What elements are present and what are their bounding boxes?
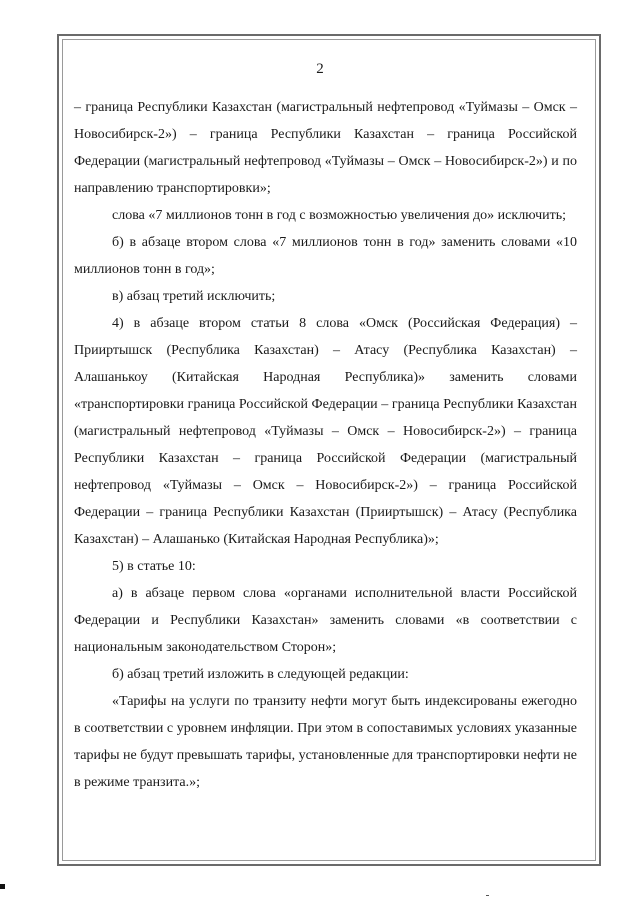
paragraph-9: «Тарифы на услуги по транзиту нефти могут быть индексированы ежегодно в соответствии с уровнем инфляции. При этом в сопоставимых условиях указанные тарифы не будут превышать тарифы, установленные для транспортировки нефти не в режиме транзита.»; [74, 694, 577, 790]
paragraph-5: 4) в абзаце втором статьи 8 слова «Омск (Российская Федерация) – Прииртышск (Республика Казахстан) – Атасу (Республика Казахстан) – Алашанькоу (Китайская Народная Республика)» заменить словами «транспортировки граница Российской Федерации – граница Республики Казахстан (магистральный нефтепровод «Туймазы – Омск – Новосибирск-2») – граница Республики Казахстан – граница Российской Федерации (магистральный нефтепровод «Туймазы – Омск – Новосибирск-2») – граница Российской Федерации – граница Республики Казахстан (Прииртышск) – Атасу (Республика Казахстан) – Алашанько (Китайская Народная Республика)»; [74, 316, 577, 547]
paragraph-1: – граница Республики Казахстан (магистральный нефтепровод «Туймазы – Омск – Новосибирск-2») – граница Республики Казахстан – граница Российской Федерации (магистральный нефтепровод «Туймазы – Омск – Новосибирск-2») и по направлению транспортировки»; [74, 100, 577, 196]
page-number: 2 [316, 61, 324, 77]
scan-artifact-dot [486, 895, 489, 896]
document-body [74, 94, 577, 796]
paragraph-2: слова «7 миллионов тонн в год с возможностью увеличения до» исключить; [112, 208, 567, 223]
paragraph-4: в) абзац третий исключить; [112, 289, 276, 304]
scan-artifact-mark [0, 884, 5, 889]
paragraph-6: 5) в статье 10: [112, 559, 196, 574]
paragraph-3: б) в абзаце втором слова «7 миллионов тонн в год» заменить словами «10 миллионов тонн в год»; [74, 235, 577, 277]
paragraph-8: б) абзац третий изложить в следующей редакции: [112, 667, 409, 682]
paragraph-7: а) в абзаце первом слова «органами исполнительной власти Российской Федерации и Республики Казахстан» заменить словами «в соответствии с национальным законодательством Сторон»; [74, 586, 577, 655]
